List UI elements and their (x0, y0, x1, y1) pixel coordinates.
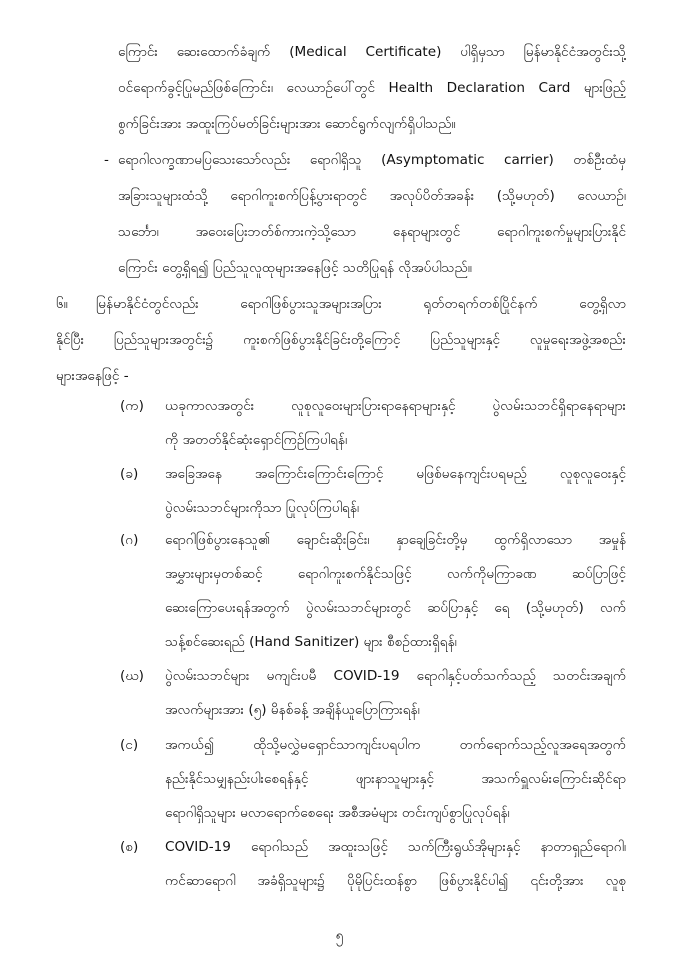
para6-line-3: များအနေဖြင့် - (56, 368, 129, 384)
item-ga-line-2: အမွှားများမှတစ်ဆင့် ရောဂါကူးစက်နိုင်သဖြင့် လက်ကိုမကြာခဏ ဆပ်ပြာဖြင့် (165, 566, 626, 582)
block1-line-2: ဝင်ရောက်ခွင့်ပြုမည်ဖြစ်ကြောင်း၊ လေယာဉ်ပေါ်တွင် Health Declaration Card များဖြည့် (118, 80, 626, 96)
bullet-line-3: သင်္ဘော၊ အဝေးပြေးဘတ်စ်ကားကဲ့သို့သော နေရာများတွင် ရောဂါကူးစက်မှုများပြားနိုင် (118, 224, 626, 240)
item-gha-line-1: ပွဲလမ်းသဘင်များ မကျင်းပမီ COVID-19 ရောဂါနှင့်ပတ်သက်သည့် သတင်းအချက် (165, 668, 626, 684)
para6-line-2: နိုင်ပြီး ပြည်သူများအတွင်း၌ ကူးစက်ဖြစ်ပွားနိုင်ခြင်းတို့ကြောင့် ပြည်သူများနှင့် လူမှုရေးအဖွဲ့အစည်း (56, 332, 626, 348)
bullet-line-2: အခြားသူများထံသို့ ရောဂါကူးစက်ပြန့်ပွားရာတွင် အလုပ်ပိတ်အခန်း (သို့မဟုတ်) လေယာဉ်၊ (118, 188, 626, 204)
item-label-sa: (စ) (120, 839, 139, 855)
item-sa-line-2: ကင်ဆာရောဂါ အခံရှိသူများ၌ ပိုမိုပြင်းထန်စွာ ဖြစ်ပွားနိုင်ပါ၍ ၎င်းတို့အား လူစု (165, 873, 626, 889)
bullet-line-4: ကြောင်း တွေ့ရှိရ၍ ပြည်သူလူထုများအနေဖြင့် သတိပြုရန် လိုအပ်ပါသည်။ (118, 260, 472, 276)
para6-line-1: မြန်မာနိုင်ငံတွင်လည်း ရောဂါဖြစ်ပွားသူအများအပြား ရုတ်တရက်တစ်ပြိုင်နက် တွေ့ရှိလာ (96, 296, 626, 312)
item-label-gha: (ဃ) (120, 668, 144, 684)
item-label-ga: (ဂ) (120, 532, 139, 548)
item-nga-line-3: ရောဂါရှိသူများ မလာရောက်စေရေး အစီအမံများ တင်းကျပ်စွာပြုလုပ်ရန်၊ (165, 805, 510, 821)
block1-line-3: စွက်ခြင်းအား အထူးကြပ်မတ်ခြင်းများအား ဆောင်ရွက်လျက်ရှိပါသည်။ (118, 116, 456, 132)
bullet-marker: - (104, 152, 109, 168)
item-ka-line-2: ကို အတတ်နိုင်ဆုံးရှောင်ကြဉ်ကြပါရန်၊ (165, 432, 348, 448)
item-label-nga: (င) (120, 737, 139, 753)
item-label-kha: (ခ) (120, 466, 139, 482)
item-sa-line-1: COVID-19 ရောဂါသည် အထူးသဖြင့် သက်ကြီးရွယ်အိုများနှင့် နာတာရှည်ရောဂါ၊ (165, 839, 626, 855)
para6-number: ၆။ (56, 296, 68, 312)
bullet-line-1: ရောဂါလက္ခဏာမပြသေးသော်လည်း ရောဂါရှိသူ (Asymptomatic carrier) တစ်ဦးထံမှ (118, 152, 626, 168)
item-ga-line-3: ဆေးကြောပေးရန်အတွက် ပွဲလမ်းသဘင်များတွင် ဆပ်ပြာနှင့် ရေ (သို့မဟုတ်) လက် (165, 600, 626, 616)
item-kha-line-1: အခြေအနေ အကြောင်းကြောင်းကြောင့် မဖြစ်မနေကျင်းပရမည့် လူစုလူဝေးနှင့် (165, 466, 626, 482)
item-label-ka: (က) (120, 398, 144, 414)
item-ga-line-1: ရောဂါဖြစ်ပွားနေသူ၏ ချောင်းဆိုးခြင်း၊ နှာချေခြင်းတို့မှ ထွက်ရှိလာသော အမှုန် (165, 532, 626, 548)
item-nga-line-1: အကယ်၍ ထိုသို့မလွှဲမရှောင်သာကျင်းပရပါက တက်ရောက်သည့်လူအရေအတွက် (165, 737, 626, 753)
item-kha-line-2: ပွဲလမ်းသဘင်များကိုသာ ပြုလုပ်ကြပါရန်၊ (165, 500, 360, 516)
item-gha-line-2: အလက်များအား (၅) မိနစ်ခန့် အချိန်ယူပြောကြားရန်၊ (165, 702, 420, 718)
page-number: ၅ (335, 928, 344, 944)
block1-line-1: ကြောင်း ဆေးထောက်ခံချက် (Medical Certificate) ပါရှိမှသာ မြန်မာနိုင်ငံအတွင်းသို့ (118, 44, 626, 60)
item-ka-line-1: ယခုကာလအတွင်း လူစုလူဝေးများပြားရာနေရာများနှင့် ပွဲလမ်းသဘင်ရှိရာနေရာများ (165, 398, 626, 414)
item-ga-line-4: သန့်စင်ဆေးရည် (Hand Sanitizer) များ စီစဉ်ထားရှိရန်၊ (165, 634, 457, 650)
item-nga-line-2: နည်းနိုင်သမျှနည်းပါးစေရန်နှင့် ဖျားနာသူများနှင့် အသက်ရှူလမ်းကြောင်းဆိုင်ရာ (165, 771, 626, 787)
